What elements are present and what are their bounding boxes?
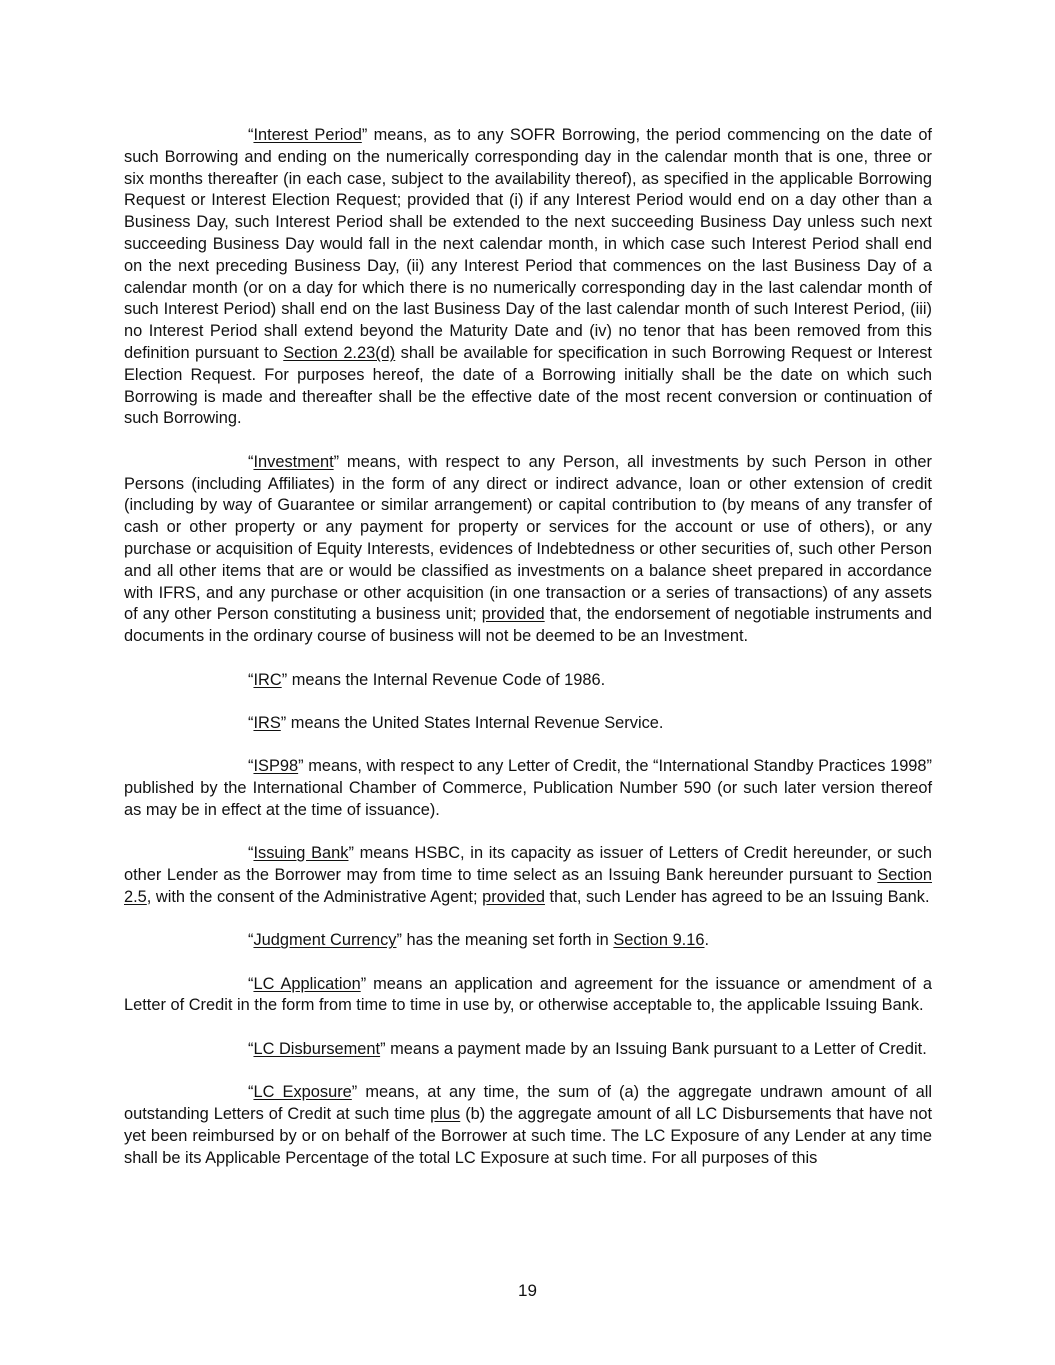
section-reference: Section 2.23(d): [283, 343, 396, 362]
definition-lc-exposure: [124, 1082, 932, 1169]
definition-text: shall be available for specification in such Borrowing Request or Interest Election Request. For purposes hereof, the date of a Borrowing initially shall be the date on which such Borrowing is made and thereafter shall be the effective date of the most recent conversion or continuation of such Borrowing.: [124, 343, 932, 428]
open-quote: “: [248, 844, 254, 863]
defined-term: ISP98: [253, 757, 299, 776]
proviso-term: provided: [481, 605, 545, 624]
definition-text: ” means HSBC, in its capacity as issuer of Letters of Credit hereunder, or such other Lender as the Borrower may from time to time select as an Issuing Bank hereunder pursuant to: [124, 844, 932, 885]
definition-investment: [124, 452, 932, 648]
definition-irs: [124, 713, 932, 735]
open-quote: “: [248, 713, 254, 732]
definition-lc-application: [124, 974, 932, 1018]
definition-text: ” means a payment made by an Issuing Bank pursuant to a Letter of Credit.: [380, 1039, 927, 1058]
defined-term: Judgment Currency: [253, 931, 397, 950]
definition-text: that, such Lender has agreed to be an Issuing Bank.: [544, 887, 930, 906]
definition-text: ” means the Internal Revenue Code of 1986.: [281, 670, 606, 689]
definition-text: ” means, with respect to any Letter of Credit, the “International Standby Practices 1998” published by the International Chamber of Commerce, Publication Number 590 (or such later version thereof as may be in effect at the time of issuance).: [124, 757, 932, 819]
open-quote: “: [248, 931, 254, 950]
proviso-term: provided: [482, 887, 545, 906]
definition-text: ” has the meaning set forth in: [396, 931, 614, 950]
defined-term: Interest Period: [253, 126, 362, 144]
open-quote: “: [248, 974, 254, 993]
page-number: 19: [518, 1281, 537, 1300]
open-quote: “: [248, 757, 254, 776]
definition-isp98: [124, 756, 932, 821]
definition-text: ” means, with respect to any Person, all investments by such Person in other Persons (including Affiliates) in the form of any direct or indirect advance, loan or other extension of credit (including by way of Guarantee or similar arrangement) or capital contribution to (by means of any transfer of cash or other property or any payment for property or services for the account or use of others), or any purchase or acquisition of Equity Interests, evidences of Indebtedness or other securities of, such other Person and all other items that are or would be classified as investments on a balance sheet prepared in accordance with IFRS, and any purchase or other acquisition (in one transaction or a series of transactions) of any assets of any other Person constituting a business unit;: [124, 452, 932, 624]
definition-text: ” means, at any time, the sum of (a) the aggregate undrawn amount of all outstanding Letters of Credit at such time: [124, 1083, 932, 1124]
defined-term: Issuing Bank: [253, 844, 349, 863]
open-quote: “: [248, 126, 254, 144]
open-quote: “: [248, 1083, 254, 1102]
plus-term: plus: [430, 1105, 461, 1124]
definition-text: .: [704, 931, 710, 950]
defined-term: IRC: [253, 670, 282, 689]
definition-issuing-bank: [124, 843, 932, 908]
definition-text: ” means the United States Internal Revenue Service.: [280, 713, 664, 732]
definition-text: that, the endorsement of negotiable instruments and documents in the ordinary course of business will not be deemed to be an Investment.: [124, 605, 932, 646]
definition-irc: [124, 670, 932, 692]
definition-lc-disbursement: [124, 1039, 932, 1061]
section-reference: Section 2.5: [124, 866, 932, 906]
defined-term: IRS: [253, 713, 281, 732]
open-quote: “: [248, 452, 254, 471]
definition-text: , with the consent of the Administrative Agent;: [146, 887, 483, 906]
defined-term: Investment: [253, 452, 334, 471]
open-quote: “: [248, 670, 254, 689]
definition-interest-period: [124, 125, 932, 430]
document-page: [124, 125, 932, 1191]
defined-term: LC Disbursement: [253, 1039, 381, 1058]
defined-term: LC Exposure: [253, 1083, 352, 1102]
section-reference: Section 9.16: [613, 931, 705, 950]
defined-term: LC Application: [253, 974, 361, 993]
open-quote: “: [248, 1039, 254, 1058]
definition-text: (b) the aggregate amount of all LC Disbursements that have not yet been reimbursed by or on behalf of the Borrower at such time. The LC Exposure of any Lender at any time shall be its Applicable Percentage of the total LC Exposure at such time. For all purposes of this: [124, 1105, 933, 1167]
definition-judgment-currency: [124, 930, 932, 952]
definition-text: ” means, as to any SOFR Borrowing, the period commencing on the date of such Borrowing and ending on the numerically corresponding day in the calendar month that is one, three or six months thereafter (in each case, subject to the availability thereof), as specified in the applicable Borrowing Request or Interest Election Request; provided that (i) if any Interest Period would end on a day other than a Business Day, such Interest Period shall be extended to the next succeeding Business Day unless such next succeeding Business Day would fall in the next calendar month, in which case such Interest Period shall end on the next preceding Business Day, (ii) any Interest Period that commences on the last Business Day of a calendar month (or on a day for which there is no numerically corresponding day in the last calendar month of such Interest Period) shall end on the last Business Day of the last calendar month of such Interest Period, (iii) no Interest Period shall extend beyond the Maturity Date and (iv) no tenor that has been removed from this definition pursuant to: [124, 126, 932, 362]
definition-text: ” means an application and agreement for the issuance or amendment of a Letter of Credit in the form from time to time in use by, or otherwise acceptable to, the applicable Issuing Bank.: [124, 974, 932, 1015]
